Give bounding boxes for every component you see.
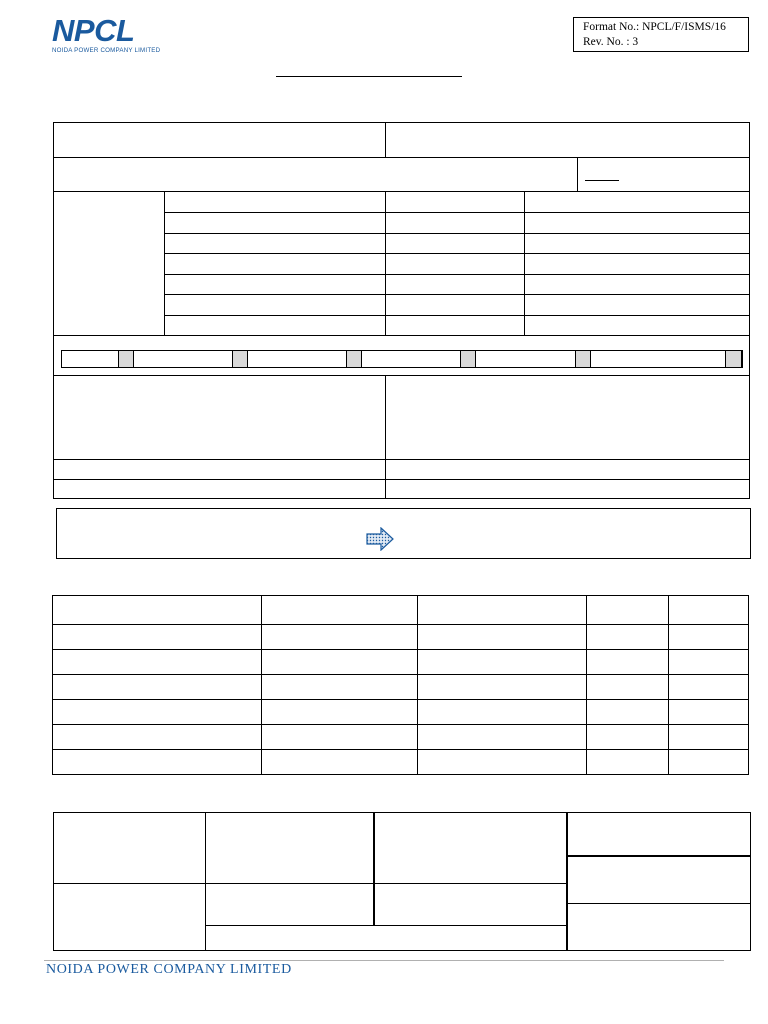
row-divider	[54, 883, 566, 884]
table-row	[53, 700, 749, 725]
grid-row-line	[164, 315, 749, 316]
revision-number: Rev. No. : 3	[583, 36, 639, 48]
table-cell	[418, 625, 587, 650]
row-divider	[54, 335, 749, 336]
table-cell	[587, 675, 669, 700]
table-cell	[669, 725, 749, 750]
table-cell	[669, 750, 749, 775]
table-cell	[53, 650, 262, 675]
format-box	[573, 17, 749, 52]
checkbox-5[interactable]	[575, 350, 591, 368]
checkbox-3[interactable]	[346, 350, 362, 368]
table-cell	[669, 700, 749, 725]
form-main-block	[53, 122, 750, 499]
table-cell	[669, 675, 749, 700]
table-cell	[418, 596, 587, 625]
table-cell	[418, 725, 587, 750]
table-cell	[53, 700, 262, 725]
row-divider	[566, 903, 750, 904]
table-row	[53, 625, 749, 650]
grid-row-line	[164, 253, 749, 254]
table-cell	[53, 625, 262, 650]
table-cell	[53, 596, 262, 625]
table-cell	[587, 725, 669, 750]
row-divider	[54, 191, 749, 192]
row-divider	[54, 375, 749, 376]
table-cell	[53, 675, 262, 700]
table-cell	[262, 725, 418, 750]
grid-row-line	[164, 233, 749, 234]
table-cell	[418, 675, 587, 700]
row-divider	[566, 855, 750, 857]
checkbox-1[interactable]	[118, 350, 134, 368]
table-cell	[669, 625, 749, 650]
col-divider	[577, 157, 578, 191]
table-cell	[587, 750, 669, 775]
table-cell	[669, 650, 749, 675]
arrow-box	[56, 508, 751, 559]
table-cell	[262, 700, 418, 725]
row-divider	[54, 459, 749, 460]
table-cell	[418, 650, 587, 675]
grid-row-line	[164, 274, 749, 275]
grid-row-line	[164, 212, 749, 213]
logo-text: NPCL	[52, 13, 135, 48]
table-cell	[262, 596, 418, 625]
middle-table	[52, 595, 749, 775]
table-cell	[587, 650, 669, 675]
grid-row-line	[164, 294, 749, 295]
row-divider	[54, 157, 749, 158]
table-cell	[262, 625, 418, 650]
checkbox-6[interactable]	[725, 350, 742, 368]
footer-rule	[44, 960, 724, 961]
logo-subtext: NOIDA POWER COMPANY LIMITED	[52, 47, 161, 54]
table-row	[53, 750, 749, 775]
checkbox-strip	[61, 350, 743, 368]
table-cell	[587, 596, 669, 625]
row-divider	[205, 925, 566, 926]
small-underline	[585, 180, 619, 181]
signature-block	[53, 812, 751, 951]
title-underline	[276, 76, 462, 77]
npcl-logo	[50, 14, 160, 58]
col-divider	[373, 813, 375, 926]
table-row	[53, 725, 749, 750]
table-row	[53, 596, 749, 625]
col-divider	[385, 123, 386, 157]
table-cell	[418, 750, 587, 775]
row-divider	[54, 479, 749, 480]
format-number: Format No.: NPCL/F/ISMS/16	[583, 21, 726, 33]
table-cell	[262, 675, 418, 700]
footer-company-name: NOIDA POWER COMPANY LIMITED	[46, 962, 292, 977]
col-divider	[205, 813, 206, 951]
col-divider	[385, 375, 386, 499]
table-cell	[587, 700, 669, 725]
table-cell	[587, 625, 669, 650]
checkbox-2[interactable]	[232, 350, 248, 368]
table-cell	[669, 596, 749, 625]
table-cell	[262, 750, 418, 775]
table-cell	[418, 700, 587, 725]
table-row	[53, 675, 749, 700]
table-cell	[53, 750, 262, 775]
col-divider	[566, 813, 568, 951]
table-cell	[53, 725, 262, 750]
right-arrow-icon	[366, 527, 394, 551]
table-cell	[262, 650, 418, 675]
table-row	[53, 650, 749, 675]
checkbox-4[interactable]	[460, 350, 476, 368]
